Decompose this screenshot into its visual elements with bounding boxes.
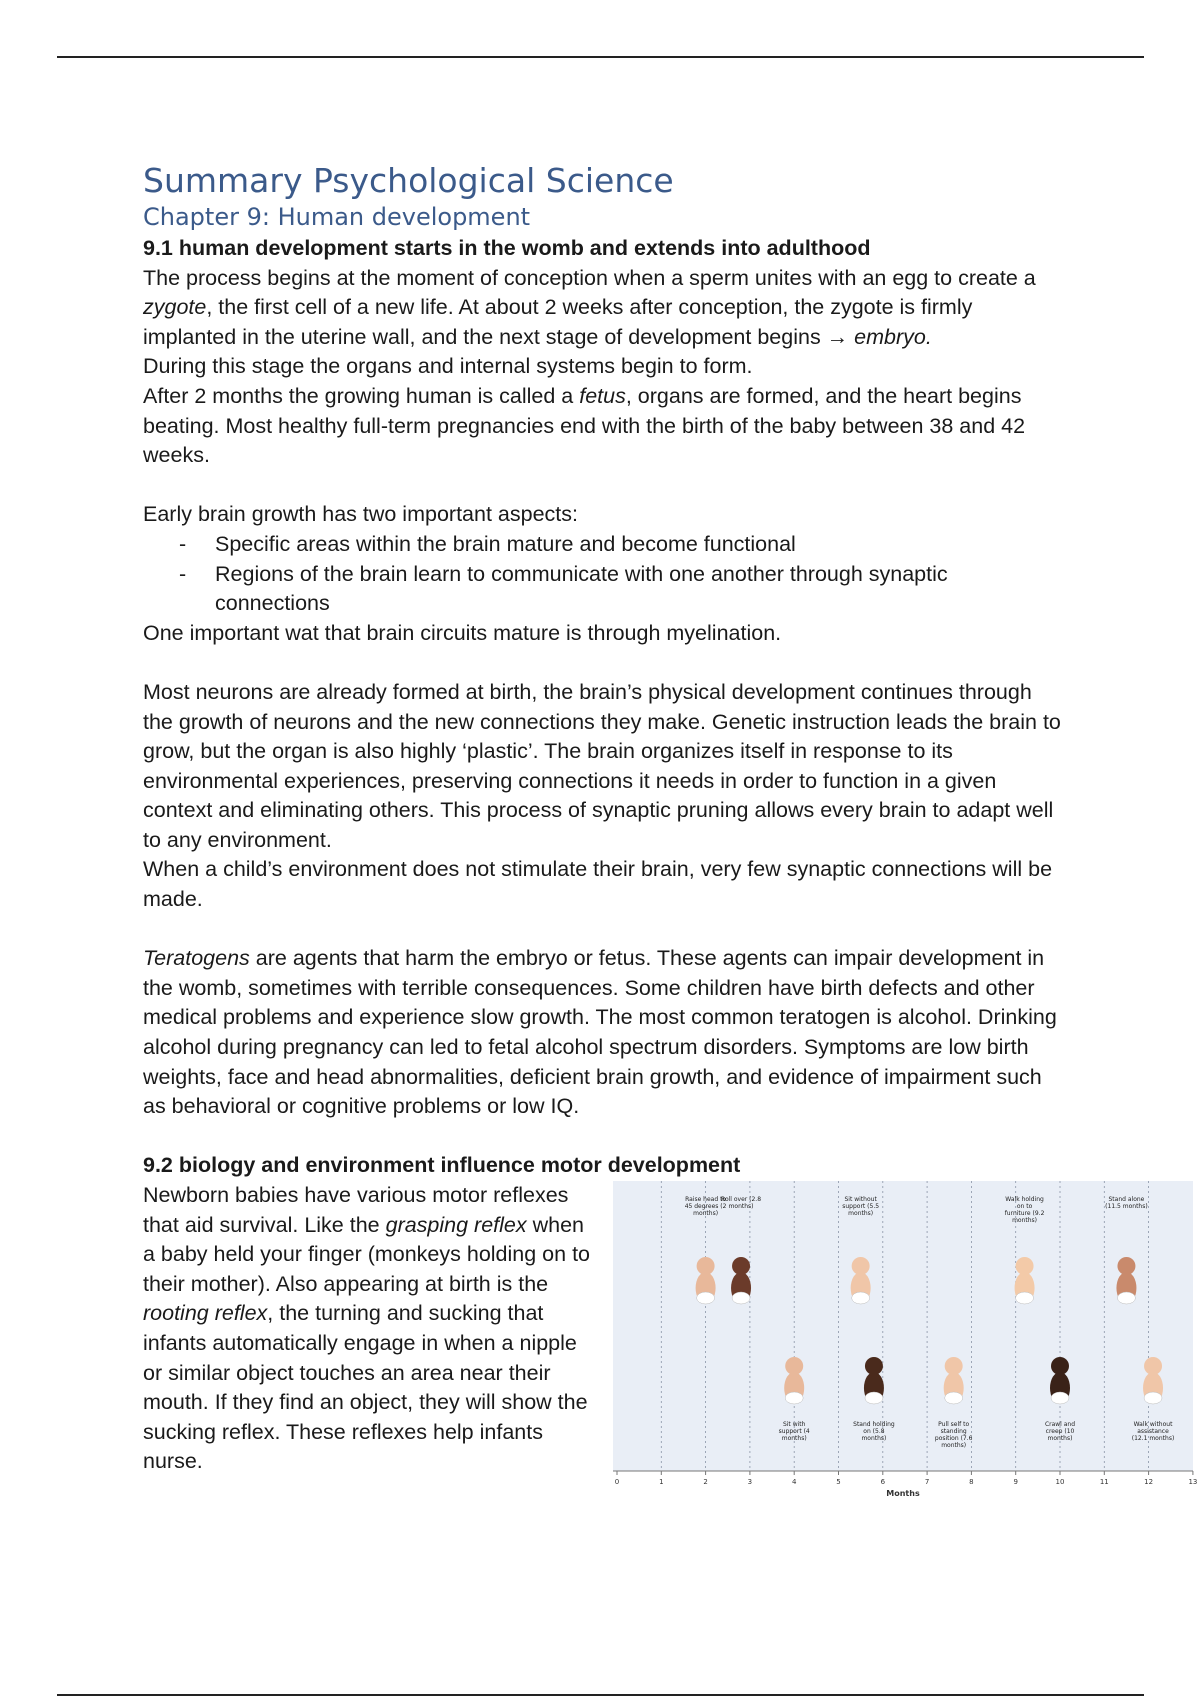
- tick-label: 11: [1099, 1478, 1109, 1486]
- paragraph-myelination: One important wat that brain circuits mature is through myelination.: [143, 620, 782, 645]
- baby-diaper: [732, 1292, 750, 1304]
- tick-label: 12: [1144, 1478, 1154, 1486]
- baby-diaper: [852, 1292, 870, 1304]
- baby-diaper: [1117, 1292, 1135, 1304]
- baby-diaper: [1016, 1292, 1034, 1304]
- motor-milestones-figure: [613, 1181, 1198, 1501]
- baby-head: [1117, 1257, 1135, 1275]
- tick-label: 3: [747, 1478, 753, 1486]
- tick-label: 4: [791, 1478, 797, 1486]
- x-axis-ticks: [615, 1471, 1198, 1486]
- baby-head: [852, 1257, 870, 1275]
- paragraph-organs: During this stage the organs and internal systems begin to form.: [143, 354, 753, 379]
- paragraph-brain-intro: Early brain growth has two important aspects:: [143, 502, 578, 527]
- paragraph-stimulation: When a child’s environment does not stimulate their brain, very few synaptic connections will be made.: [143, 857, 1053, 912]
- tick-label: 0: [614, 1478, 620, 1486]
- baby-diaper: [697, 1292, 715, 1304]
- milestone-label: Pull self to standing position (7.6 months): [934, 1421, 973, 1449]
- baby-head: [732, 1257, 750, 1275]
- milestone-label: Walk holding on to furniture (9.2 months): [1004, 1196, 1045, 1224]
- brain-aspects-list: [143, 530, 1063, 619]
- milestone-label: Sit without support (5.5 months): [842, 1196, 880, 1217]
- section-heading-9-2: 9.2 biology and environment influence motor development: [143, 1153, 741, 1178]
- milestone-label: Raise head to 45 degrees (2 months): [684, 1196, 727, 1217]
- baby-head: [1144, 1357, 1162, 1375]
- baby-diaper: [1144, 1392, 1162, 1404]
- baby-head: [697, 1257, 715, 1275]
- top-rule: [57, 56, 1144, 58]
- paragraph-teratogens: Teratogens are agents that harm the embryo or fetus. These agents can impair development in the womb, sometimes with terrible consequences. Some children have birth defects and other medical problems and experience slow growth. The most common teratogen is alcohol. Drinking alcohol during pregnancy can led to fetal alcohol spectrum disorders. Symptoms are low birth weights, face and head abnormalities, deficient brain growth, and evidence of impairment such as behavioral or cognitive problems or low IQ.: [143, 946, 1057, 1119]
- baby-head: [945, 1357, 963, 1375]
- tick-label: 8: [969, 1478, 974, 1486]
- tick-label: 6: [880, 1478, 886, 1486]
- milestone-label: Stand alone (11.5 months): [1105, 1196, 1148, 1210]
- list-item: - Specific areas within the brain mature and become functional: [215, 530, 1063, 560]
- paragraph-neurons: Most neurons are already formed at birth, the brain’s physical development continues through the growth of neurons and the new connections they make. Genetic instruction leads the brain to grow, but the organ is also highly ‘plastic’. The brain organizes itself in response to its environmental experiences, preserving connections it needs in order to function in a given context and eliminating others. This process of synaptic pruning allows every brain to adapt well to any environment.: [143, 679, 1061, 852]
- baby-diaper: [1051, 1392, 1069, 1404]
- tick-label: 9: [1013, 1478, 1018, 1486]
- section-heading-9-1: 9.1 human development starts in the womb and extends into adulthood: [143, 236, 871, 260]
- milestone-label: Sit with support (4 months): [778, 1421, 810, 1442]
- list-item: - Regions of the brain learn to communicate with one another through synaptic connections: [215, 560, 1063, 619]
- milestone-label: Stand holding on (5.8 months): [853, 1421, 895, 1442]
- tick-label: 5: [836, 1478, 841, 1486]
- tick-label: 7: [924, 1478, 930, 1486]
- bottom-rule: [57, 1694, 1144, 1696]
- chapter-title: Chapter 9: Human development: [143, 203, 531, 231]
- baby-head: [1016, 1257, 1034, 1275]
- document-title: Summary Psychological Science: [143, 161, 674, 200]
- baby-diaper: [865, 1392, 883, 1404]
- milestone-label: Crawl and creep (10 months): [1044, 1421, 1076, 1442]
- baby-diaper: [785, 1392, 803, 1404]
- tick-label: 10: [1055, 1478, 1065, 1486]
- figure-background: [613, 1181, 1193, 1471]
- milestone-label: Roll over (2.8 months): [721, 1196, 762, 1210]
- milestone-label: Walk without assistance (12.1 months): [1131, 1421, 1175, 1442]
- baby-head: [785, 1357, 803, 1375]
- motor-section: [143, 1181, 1198, 1498]
- paragraph-conception: The process begins at the moment of conception when a sperm unites with an egg to create a zygote, the first cell of a new life. At about 2 weeks after conception, the zygote is firmly implanted in the uterine wall, and the next stage of development begins → embryo.: [143, 265, 1036, 349]
- tick-label: 13: [1188, 1478, 1198, 1486]
- baby-head: [1051, 1357, 1069, 1375]
- tick-label: 2: [703, 1478, 708, 1486]
- paragraph-reflexes: Newborn babies have various motor reflexes that aid survival. Like the grasping reflex when a baby held your finger (monkeys holding on to their mother). Also appearing at birth is the rooting reflex, the turning and sucking that infants automatically engage in when a nipple or similar object touches an area near their mouth. If they find an object, they will show the sucking reflex. These reflexes help infants nurse.: [143, 1183, 590, 1474]
- baby-head: [865, 1357, 883, 1375]
- baby-diaper: [945, 1392, 963, 1404]
- paragraph-fetus: After 2 months the growing human is called a fetus, organs are formed, and the heart begins beating. Most healthy full-term pregnancies end with the birth of the baby between 38 and 42 weeks.: [143, 383, 1026, 468]
- x-axis-label: Months: [886, 1489, 920, 1498]
- tick-label: 1: [659, 1478, 664, 1486]
- document-body: [143, 160, 1198, 1498]
